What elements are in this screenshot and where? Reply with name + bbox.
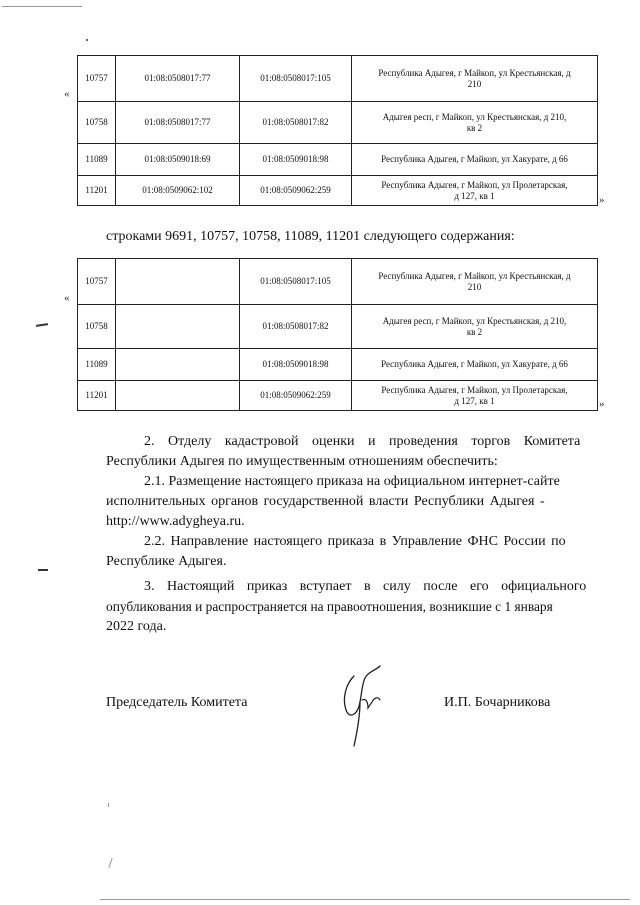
scan-line-bottom bbox=[100, 899, 630, 900]
address-cell: Республика Адыгея, г Майкоп, ул Хакурате, д 66 bbox=[352, 349, 598, 381]
address-cell: Республика Адыгея, г Майкоп, ул Хакурате, д 66 bbox=[352, 144, 598, 176]
row-number: 11089 bbox=[78, 144, 116, 176]
close-quote: » bbox=[599, 194, 605, 206]
paragraph-2-2 bbox=[106, 532, 594, 572]
cadastral-number-old bbox=[116, 259, 240, 305]
cadastral-number-new: 01:08:0508017:105 bbox=[240, 259, 352, 305]
handwritten-signature bbox=[332, 662, 392, 752]
table-body bbox=[78, 259, 598, 411]
close-quote: » bbox=[599, 398, 605, 410]
address-cell: Адыгея респ, г Майкоп, ул Крестьянская, д 210, кв 2 bbox=[352, 305, 598, 349]
row-number: 10758 bbox=[78, 305, 116, 349]
cadastral-number-new: 01:08:0509018:98 bbox=[240, 349, 352, 381]
row-number: 10757 bbox=[78, 56, 116, 102]
cadastral-number-old bbox=[116, 305, 240, 349]
paragraph-text: исполнительных органов государственной власти Республики Адыгея - bbox=[106, 494, 545, 509]
cadastral-number-old bbox=[116, 349, 240, 381]
address-cell: Республика Адыгея, г Майкоп, ул Крестьянская, д 210 bbox=[352, 56, 598, 102]
scan-speck bbox=[108, 803, 109, 807]
paragraph-3 bbox=[106, 577, 594, 637]
row-number: 11201 bbox=[78, 176, 116, 206]
margin-mark bbox=[36, 323, 48, 327]
address-cell: Республика Адыгея, г Майкоп, ул Пролетарская, д 127, кв 1 bbox=[352, 176, 598, 206]
table-row bbox=[78, 102, 598, 144]
cadastral-number-old: 01:08:0509018:69 bbox=[116, 144, 240, 176]
signatory-title: Председатель Комитета bbox=[106, 695, 248, 710]
paragraph-2-1 bbox=[106, 472, 594, 532]
row-number: 11201 bbox=[78, 381, 116, 411]
table-row bbox=[78, 349, 598, 381]
row-number: 10757 bbox=[78, 259, 116, 305]
scan-line-top bbox=[2, 6, 82, 7]
table-row bbox=[78, 381, 598, 411]
cadastral-number-new: 01:08:0509062:259 bbox=[240, 176, 352, 206]
margin-mark bbox=[38, 569, 48, 571]
paragraph-text: http://www.adygheya.ru. bbox=[106, 514, 245, 529]
row-number: 10758 bbox=[78, 102, 116, 144]
table-row bbox=[78, 259, 598, 305]
records-table-new bbox=[77, 258, 598, 411]
cadastral-number-new: 01:08:0509018:98 bbox=[240, 144, 352, 176]
paragraph-2 bbox=[106, 432, 594, 472]
cadastral-number-new: 01:08:0508017:105 bbox=[240, 56, 352, 102]
cadastral-number-old: 01:08:0508017:77 bbox=[116, 102, 240, 144]
paragraph-text: Республике Адыгея. bbox=[106, 554, 227, 569]
cadastral-number-new: 01:08:0508017:82 bbox=[240, 305, 352, 349]
table-row bbox=[78, 176, 598, 206]
table-row bbox=[78, 56, 598, 102]
address-cell: Адыгея респ, г Майкоп, ул Крестьянская, д 210, кв 2 bbox=[352, 102, 598, 144]
table-body bbox=[78, 56, 598, 206]
row-number: 11089 bbox=[78, 349, 116, 381]
paragraph-text: 2022 года. bbox=[106, 619, 167, 634]
address-cell: Республика Адыгея, г Майкоп, ул Пролетарская, д 127, кв 1 bbox=[352, 381, 598, 411]
paragraph-text: опубликования и распространяется на правоотношения, возникшие с 1 января bbox=[106, 599, 553, 614]
paragraph-text: 2.2. Направление настоящего приказа в Управление ФНС России по bbox=[144, 534, 566, 549]
cadastral-number-old bbox=[116, 381, 240, 411]
paragraph-text: Республики Адыгея по имущественным отношениям обеспечить: bbox=[106, 454, 498, 469]
cadastral-number-new: 01:08:0508017:82 bbox=[240, 102, 352, 144]
address-cell: Республика Адыгея, г Майкоп, ул Крестьянская, д 210 bbox=[352, 259, 598, 305]
table-row bbox=[78, 305, 598, 349]
scan-speck bbox=[108, 858, 112, 868]
cadastral-number-old: 01:08:0509062:102 bbox=[116, 176, 240, 206]
open-quote: « bbox=[64, 88, 70, 100]
paragraph-text: 3. Настоящий приказ вступает в силу после его официального bbox=[144, 579, 587, 594]
open-quote: « bbox=[64, 292, 70, 304]
between-text: строками 9691, 10757, 10758, 11089, 11201 следующего содержания: bbox=[106, 229, 515, 244]
table-row bbox=[78, 144, 598, 176]
paragraph-text: 2. Отделу кадастровой оценки и проведения торгов Комитета bbox=[144, 434, 581, 449]
records-table-old bbox=[77, 55, 598, 206]
paragraph-text: 2.1. Размещение настоящего приказа на официальном интернет-сайте bbox=[144, 474, 560, 489]
signatory-name: И.П. Бочарникова bbox=[444, 695, 551, 710]
cadastral-number-new: 01:08:0509062:259 bbox=[240, 381, 352, 411]
cadastral-number-old: 01:08:0508017:77 bbox=[116, 56, 240, 102]
scan-dot bbox=[86, 39, 88, 41]
